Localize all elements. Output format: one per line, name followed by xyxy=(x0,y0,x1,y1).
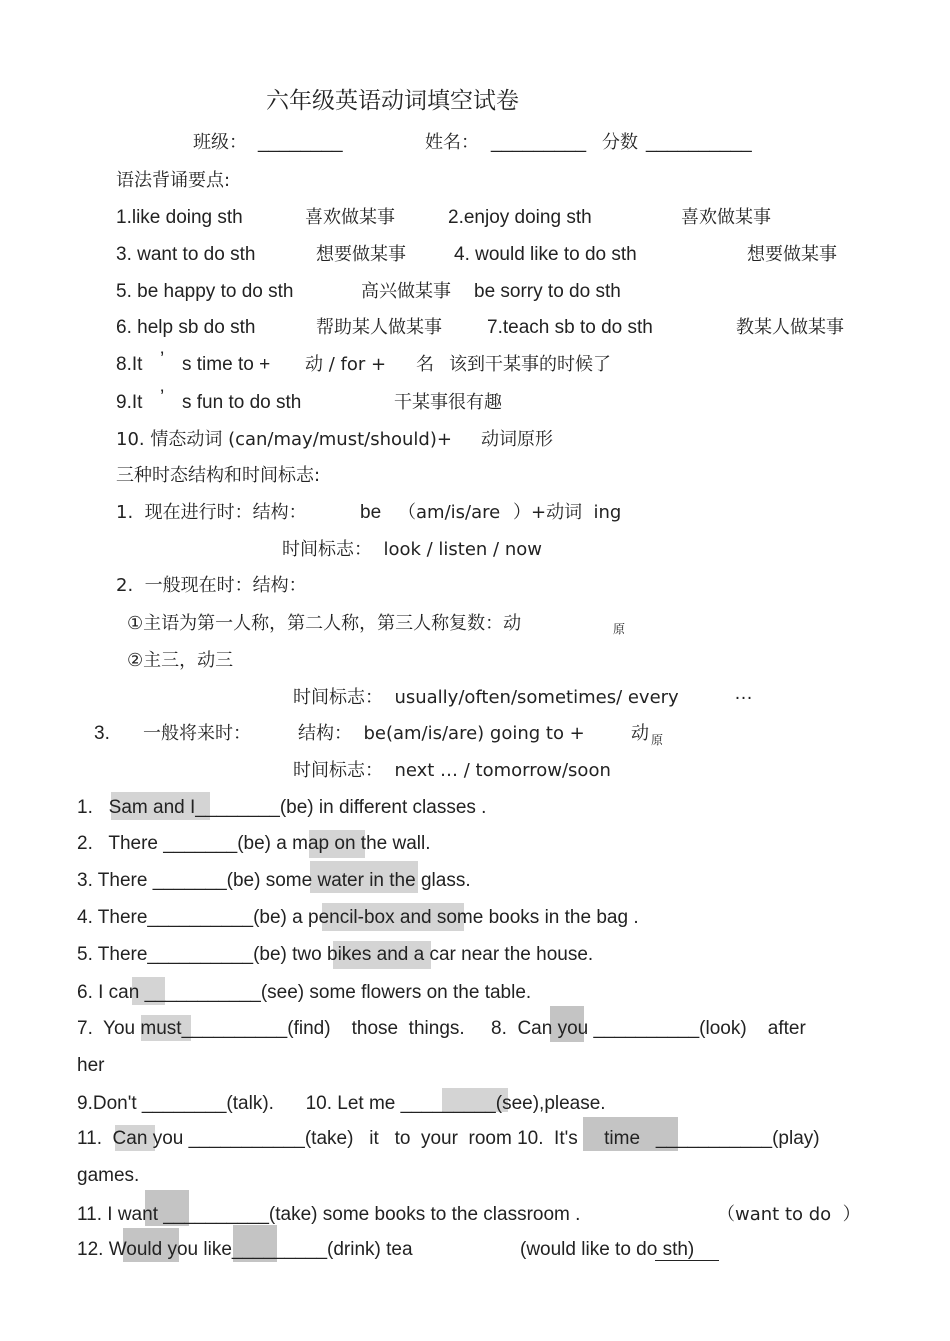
exercise-2: 2. There _______(be) a map on the wall. xyxy=(77,833,431,854)
grammar-line-5f: 该到干某事的时候了 xyxy=(449,354,611,375)
exercise-11b-hint: （want to do ） xyxy=(717,1204,861,1225)
grammar-line-2b: 想要做某事 xyxy=(316,244,406,265)
tense-2-time-a: 时间标志： usually/often/sometimes/ every xyxy=(293,687,679,708)
grammar-line-5e: 名 xyxy=(416,354,434,375)
grammar-line-4c: 7.teach sb to do sth xyxy=(487,317,653,338)
grammar-line-6d: 干某事很有趣 xyxy=(394,392,502,413)
tense-3-sub: 原 xyxy=(651,733,664,747)
exercise-9-10: 9.Don't ________(talk). 10. Let me _________(see),please. xyxy=(77,1093,606,1114)
grammar-line-1b: 喜欢做某事 xyxy=(305,207,395,228)
exercise-12: 12. Would you like_________(drink) tea xyxy=(77,1239,413,1260)
tense-3-time: 时间标志： next … / tomorrow/soon xyxy=(293,760,611,781)
tense-2-b: ②主三，动三 xyxy=(127,650,234,671)
exercise-1: 1. Sam and I________(be) in different classes . xyxy=(77,797,487,818)
tense-1-struct-c: ）+动词 ing xyxy=(513,502,622,523)
exercise-12-hint: (would like to do sth) xyxy=(520,1239,695,1260)
exercise-10-cont: games. xyxy=(77,1165,140,1186)
grammar-line-3b: 高兴做某事 xyxy=(361,281,451,302)
tense-1-time: 时间标志： look / listen / now xyxy=(282,539,542,560)
grammar-line-3a: 5. be happy to do sth xyxy=(116,281,294,302)
name-blank[interactable]: _________ xyxy=(491,132,587,153)
name-label: 姓名： xyxy=(425,132,479,153)
grammar-line-5c: s time to + xyxy=(182,354,271,375)
grammar-line-3c: be sorry to do sth xyxy=(474,281,621,302)
grammar-line-1d: 喜欢做某事 xyxy=(681,207,771,228)
exercise-11-10: 11. Can you ___________(take) it to your room 10. It's time ___________(play) xyxy=(77,1128,820,1149)
tense-2-a: ①主语为第一人称，第二人称，第三人称复数：动 xyxy=(127,613,522,634)
grammar-line-7a: 10. 情态动词 (can/may/must/should)+ xyxy=(116,429,452,450)
hint-underline xyxy=(655,1260,719,1261)
tense-1-label: 1. 现在进行时：结构： xyxy=(116,502,307,523)
tense-2-time-b: … xyxy=(734,683,753,704)
grammar-line-2a: 3. want to do sth xyxy=(116,244,256,265)
grammar-line-2c: 4. would like to do sth xyxy=(454,244,637,265)
tense-3-struct: 结构： be(am/is/are) going to + xyxy=(298,723,585,744)
exercise-8-cont: her xyxy=(77,1055,105,1076)
class-blank[interactable]: ________ xyxy=(258,132,343,153)
tense-2-a-sub: 原 xyxy=(613,622,626,636)
grammar-line-2d: 想要做某事 xyxy=(747,244,837,265)
grammar-line-5d: 动 / for + xyxy=(305,354,387,375)
tense-1-struct-b: （am/is/are xyxy=(398,502,501,523)
exercise-4: 4. There__________(be) a pencil-box and some books in the bag . xyxy=(77,907,639,928)
grammar-line-6c: s fun to do sth xyxy=(182,392,302,413)
grammar-line-5a: 8.It xyxy=(116,354,143,375)
page-title: 六年级英语动词填空试卷 xyxy=(266,88,519,114)
exercise-11b: 11. I want __________(take) some books to the classroom . xyxy=(77,1204,581,1225)
tense-2-label: 2. 一般现在时：结构： xyxy=(116,575,307,596)
grammar-line-6b: ’ xyxy=(160,387,165,408)
tense-3-label: 一般将来时： xyxy=(143,723,251,744)
grammar-line-4a: 6. help sb do sth xyxy=(116,317,256,338)
tenses-heading: 三种时态结构和时间标志: xyxy=(116,465,321,486)
grammar-line-7b: 动词原形 xyxy=(481,429,553,450)
exercise-7-8: 7. You must__________(find) those things. 8. Can you __________(look) after xyxy=(77,1018,806,1039)
grammar-heading: 语法背诵要点: xyxy=(116,170,231,191)
score-label: 分数 xyxy=(602,132,638,153)
grammar-line-4b: 帮助某人做某事 xyxy=(316,317,442,338)
tense-3-dong: 动 xyxy=(631,723,649,744)
exercise-5: 5. There__________(be) two bikes and a car near the house. xyxy=(77,944,594,965)
grammar-line-5b: ’ xyxy=(160,349,165,370)
grammar-line-6a: 9.It xyxy=(116,392,143,413)
exercise-6: 6. I can ___________(see) some flowers on the table. xyxy=(77,982,532,1003)
tense-1-struct-a: be xyxy=(360,502,382,523)
grammar-line-1a: 1.like doing sth xyxy=(116,207,243,228)
exercise-3: 3. There _______(be) some water in the glass. xyxy=(77,870,471,891)
grammar-line-1c: 2.enjoy doing sth xyxy=(448,207,592,228)
tense-3-num: 3. xyxy=(94,723,110,744)
score-blank[interactable]: __________ xyxy=(646,132,752,153)
grammar-line-4d: 教某人做某事 xyxy=(736,317,844,338)
class-label: 班级： xyxy=(193,132,247,153)
